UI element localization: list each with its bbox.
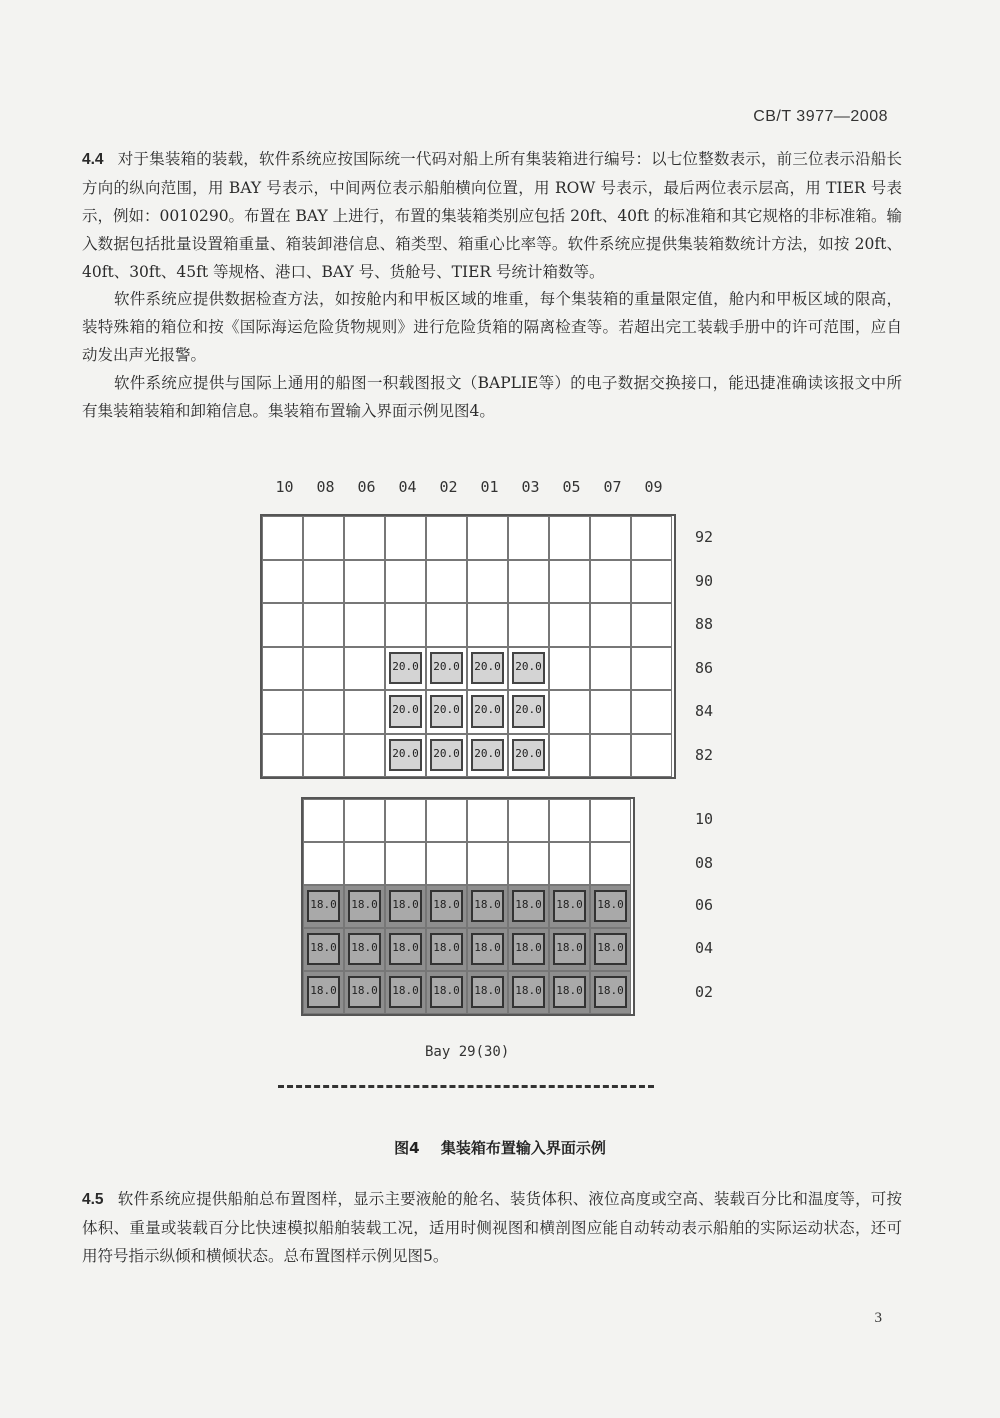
- container-box[interactable]: 18.0: [471, 976, 504, 1008]
- grid-cell[interactable]: [467, 734, 508, 778]
- grid-cell[interactable]: [426, 603, 467, 647]
- container-box[interactable]: 20.0: [430, 652, 463, 685]
- paragraph-text: 软件系统应提供船舶总布置图样，显示主要液舱的舱名、装货体积、液位高度或空高、装载百分比和温度等，可按体积、重量或装载百分比快速模拟船舶装载工况，适用时侧视图和横剖图应能自动转动表示船舶的实际运动状态，还可用符号指示纵倾和横倾状态。总布置图样示例见图5。: [82, 1190, 902, 1265]
- grid-cell[interactable]: [467, 603, 508, 647]
- grid-cell[interactable]: [631, 647, 672, 691]
- container-box[interactable]: 18.0: [430, 933, 463, 965]
- grid-cell[interactable]: [549, 799, 590, 842]
- grid-cell[interactable]: [385, 885, 426, 928]
- grid-cell[interactable]: [549, 603, 590, 647]
- container-box[interactable]: 18.0: [553, 976, 586, 1008]
- grid-cell[interactable]: [344, 885, 385, 928]
- section-4-4-paragraph-3: 软件系统应提供与国际上通用的船图一积载图报文（BAPLIE等）的电子数据交换接口，能迅捷准确读该报文中所有集装箱装箱和卸箱信息。集装箱布置输入界面示例见图4。: [82, 374, 902, 420]
- col-label: 09: [644, 478, 663, 496]
- grid-cell[interactable]: [426, 516, 467, 560]
- container-box[interactable]: 18.0: [512, 976, 545, 1008]
- grid-cell[interactable]: [344, 603, 385, 647]
- tier-label: 06: [695, 896, 714, 914]
- grid-cell[interactable]: [262, 516, 303, 560]
- grid-cell[interactable]: [590, 928, 631, 971]
- container-box[interactable]: 18.0: [307, 890, 340, 922]
- grid-cell[interactable]: [467, 885, 508, 928]
- grid-cell[interactable]: [631, 603, 672, 647]
- grid-cell[interactable]: [590, 885, 631, 928]
- grid-cell[interactable]: [508, 690, 549, 734]
- grid-cell[interactable]: [590, 734, 631, 778]
- grid-cell[interactable]: [549, 928, 590, 971]
- grid-cell[interactable]: [426, 647, 467, 691]
- grid-cell[interactable]: [426, 928, 467, 971]
- grid-cell[interactable]: [426, 842, 467, 885]
- container-box[interactable]: 18.0: [594, 976, 627, 1008]
- grid-cell[interactable]: [467, 971, 508, 1014]
- container-box[interactable]: 18.0: [512, 890, 545, 922]
- container-box[interactable]: 20.0: [512, 652, 545, 685]
- grid-cell[interactable]: [385, 647, 426, 691]
- grid-cell[interactable]: [344, 799, 385, 842]
- tier-label: 10: [695, 810, 714, 828]
- grid-cell[interactable]: [344, 971, 385, 1014]
- grid-cell[interactable]: [590, 516, 631, 560]
- container-box[interactable]: 20.0: [471, 695, 504, 728]
- col-label: 04: [398, 478, 417, 496]
- grid-cell[interactable]: [303, 560, 344, 604]
- grid-cell[interactable]: [590, 842, 631, 885]
- grid-cell[interactable]: [631, 734, 672, 778]
- container-box[interactable]: 20.0: [430, 695, 463, 728]
- tier-label: 86: [695, 659, 714, 677]
- grid-cell[interactable]: [467, 842, 508, 885]
- grid-cell[interactable]: [262, 734, 303, 778]
- container-box[interactable]: 18.0: [389, 933, 422, 965]
- container-box[interactable]: 18.0: [553, 890, 586, 922]
- col-label: 07: [603, 478, 622, 496]
- container-box[interactable]: 18.0: [430, 976, 463, 1008]
- grid-cell[interactable]: [467, 647, 508, 691]
- col-label: 08: [316, 478, 335, 496]
- grid-cell[interactable]: [303, 603, 344, 647]
- container-box[interactable]: 18.0: [348, 890, 381, 922]
- grid-cell[interactable]: [426, 560, 467, 604]
- col-label: 05: [562, 478, 581, 496]
- bay-label: Bay 29(30): [425, 1044, 510, 1060]
- tier-label: 82: [695, 746, 714, 764]
- row-number-labels: [260, 478, 672, 498]
- grid-cell[interactable]: [508, 647, 549, 691]
- container-box[interactable]: 20.0: [471, 739, 504, 772]
- col-label: 01: [480, 478, 499, 496]
- grid-cell[interactable]: [385, 560, 426, 604]
- standard-code: CB/T 3977—2008: [753, 108, 888, 125]
- grid-cell[interactable]: [344, 928, 385, 971]
- grid-cell[interactable]: [303, 971, 344, 1014]
- figure-caption: [0, 1137, 1000, 1158]
- grid-cell[interactable]: [385, 971, 426, 1014]
- grid-cell[interactable]: [508, 734, 549, 778]
- grid-cell[interactable]: [590, 971, 631, 1014]
- grid-cell[interactable]: [590, 799, 631, 842]
- grid-cell[interactable]: [467, 928, 508, 971]
- tier-label: 02: [695, 983, 714, 1001]
- grid-cell[interactable]: [590, 690, 631, 734]
- grid-cell[interactable]: [426, 799, 467, 842]
- tier-label: 84: [695, 702, 714, 720]
- container-box[interactable]: 20.0: [512, 739, 545, 772]
- grid-cell[interactable]: [549, 647, 590, 691]
- grid-cell[interactable]: [631, 560, 672, 604]
- grid-cell[interactable]: [549, 516, 590, 560]
- container-box[interactable]: 18.0: [471, 890, 504, 922]
- section-number: 4.4: [82, 151, 104, 168]
- grid-cell[interactable]: [262, 647, 303, 691]
- section-4-4-paragraph-2: 软件系统应提供数据检查方法，如按舱内和甲板区域的堆重，每个集装箱的重量限定值，舱内和甲板区域的限高，装特殊箱的箱位和按《国际海运危险货物规则》进行危险货箱的隔离检查等。若超出完工装载手册中的许可范围，应自动发出声光报警。: [82, 290, 902, 364]
- grid-cell[interactable]: [303, 799, 344, 842]
- container-box[interactable]: 18.0: [307, 976, 340, 1008]
- grid-cell[interactable]: [385, 516, 426, 560]
- container-box[interactable]: 18.0: [512, 933, 545, 965]
- deck-bay-grid: [260, 514, 676, 779]
- grid-cell[interactable]: [344, 647, 385, 691]
- grid-cell[interactable]: [303, 928, 344, 971]
- grid-cell[interactable]: [508, 560, 549, 604]
- grid-cell[interactable]: [631, 690, 672, 734]
- tier-label: 88: [695, 615, 714, 633]
- deck-tier-labels: [695, 514, 735, 776]
- hold-tier-labels: [695, 797, 735, 1015]
- grid-cell[interactable]: [344, 516, 385, 560]
- figure-number: 图4: [394, 1139, 420, 1157]
- section-4-5-paragraph: [82, 1185, 902, 1270]
- grid-cell[interactable]: [508, 928, 549, 971]
- container-box[interactable]: 20.0: [512, 695, 545, 728]
- col-label: 03: [521, 478, 540, 496]
- container-box[interactable]: 18.0: [307, 933, 340, 965]
- container-box[interactable]: 18.0: [594, 890, 627, 922]
- paragraph-text: 对于集装箱的装载，软件系统应按国际统一代码对船上所有集装箱进行编号：以七位整数表示，前三位表示沿船长方向的纵向范围，用 BAY 号表示，中间两位表示船舶横向位置，用 ROW 号表示，最后两位表示层高，用 TIER 号表示，例如：0010290。布置在 BAY 上进行，布置的集装箱类别应包括 20ft、40ft 的标准箱和其它规格的非标准箱。输入数据包括批量设置箱重量、箱装卸港信息、箱类型、箱重心比率等。软件系统应提供集装箱数统计方法，如按 20ft、40ft、30ft、45ft 等规格、港口、BAY 号、货舱号、TIER 号统计箱数等。: [82, 150, 902, 281]
- grid-cell[interactable]: [344, 842, 385, 885]
- grid-cell[interactable]: [262, 560, 303, 604]
- grid-cell[interactable]: [385, 734, 426, 778]
- container-box[interactable]: 20.0: [389, 652, 422, 685]
- container-box[interactable]: 18.0: [348, 976, 381, 1008]
- container-box[interactable]: 18.0: [348, 933, 381, 965]
- container-box[interactable]: 18.0: [594, 933, 627, 965]
- grid-cell[interactable]: [508, 971, 549, 1014]
- container-box[interactable]: 20.0: [430, 739, 463, 772]
- grid-cell[interactable]: [508, 799, 549, 842]
- grid-cell[interactable]: [590, 560, 631, 604]
- grid-cell[interactable]: [631, 516, 672, 560]
- grid-cell[interactable]: [426, 734, 467, 778]
- grid-cell[interactable]: [303, 690, 344, 734]
- grid-cell[interactable]: [467, 690, 508, 734]
- grid-cell[interactable]: [549, 842, 590, 885]
- grid-cell[interactable]: [508, 885, 549, 928]
- grid-cell[interactable]: [590, 647, 631, 691]
- grid-cell[interactable]: [549, 971, 590, 1014]
- container-box[interactable]: 18.0: [553, 933, 586, 965]
- grid-cell[interactable]: [508, 516, 549, 560]
- page-number: 3: [874, 1310, 882, 1326]
- section-number: 4.5: [82, 1191, 104, 1208]
- grid-cell[interactable]: [590, 603, 631, 647]
- grid-cell[interactable]: [303, 842, 344, 885]
- tier-label: 92: [695, 528, 714, 546]
- grid-cell[interactable]: [344, 690, 385, 734]
- container-box[interactable]: 18.0: [389, 976, 422, 1008]
- hold-bay-grid: [301, 797, 635, 1016]
- grid-cell[interactable]: [508, 842, 549, 885]
- tier-label: 04: [695, 939, 714, 957]
- grid-cell[interactable]: [467, 516, 508, 560]
- grid-cell[interactable]: [549, 734, 590, 778]
- container-box[interactable]: 20.0: [389, 739, 422, 772]
- grid-cell[interactable]: [426, 690, 467, 734]
- figure-title: 集装箱布置输入界面示例: [440, 1139, 606, 1157]
- grid-cell[interactable]: [385, 690, 426, 734]
- grid-cell[interactable]: [303, 516, 344, 560]
- grid-cell[interactable]: [303, 885, 344, 928]
- grid-cell[interactable]: [262, 603, 303, 647]
- grid-cell[interactable]: [344, 734, 385, 778]
- tier-label: 90: [695, 572, 714, 590]
- grid-cell[interactable]: [508, 603, 549, 647]
- grid-cell[interactable]: [344, 560, 385, 604]
- container-box[interactable]: 18.0: [471, 933, 504, 965]
- grid-cell[interactable]: [385, 603, 426, 647]
- container-box[interactable]: 18.0: [430, 890, 463, 922]
- section-4-4-paragraph-1: [82, 145, 902, 286]
- grid-cell[interactable]: [303, 647, 344, 691]
- grid-cell[interactable]: [549, 560, 590, 604]
- grid-cell[interactable]: [385, 928, 426, 971]
- grid-cell[interactable]: [385, 842, 426, 885]
- container-box[interactable]: 20.0: [389, 695, 422, 728]
- tier-label: 08: [695, 854, 714, 872]
- grid-cell[interactable]: [303, 734, 344, 778]
- dashed-divider: [278, 1085, 654, 1088]
- grid-cell[interactable]: [467, 799, 508, 842]
- col-label: 02: [439, 478, 458, 496]
- grid-cell[interactable]: [262, 690, 303, 734]
- grid-cell[interactable]: [467, 560, 508, 604]
- col-label: 10: [275, 478, 294, 496]
- container-box[interactable]: 18.0: [389, 890, 422, 922]
- grid-cell[interactable]: [385, 799, 426, 842]
- grid-cell[interactable]: [426, 971, 467, 1014]
- grid-cell[interactable]: [426, 885, 467, 928]
- container-box[interactable]: 20.0: [471, 652, 504, 685]
- col-label: 06: [357, 478, 376, 496]
- grid-cell[interactable]: [549, 690, 590, 734]
- grid-cell[interactable]: [549, 885, 590, 928]
